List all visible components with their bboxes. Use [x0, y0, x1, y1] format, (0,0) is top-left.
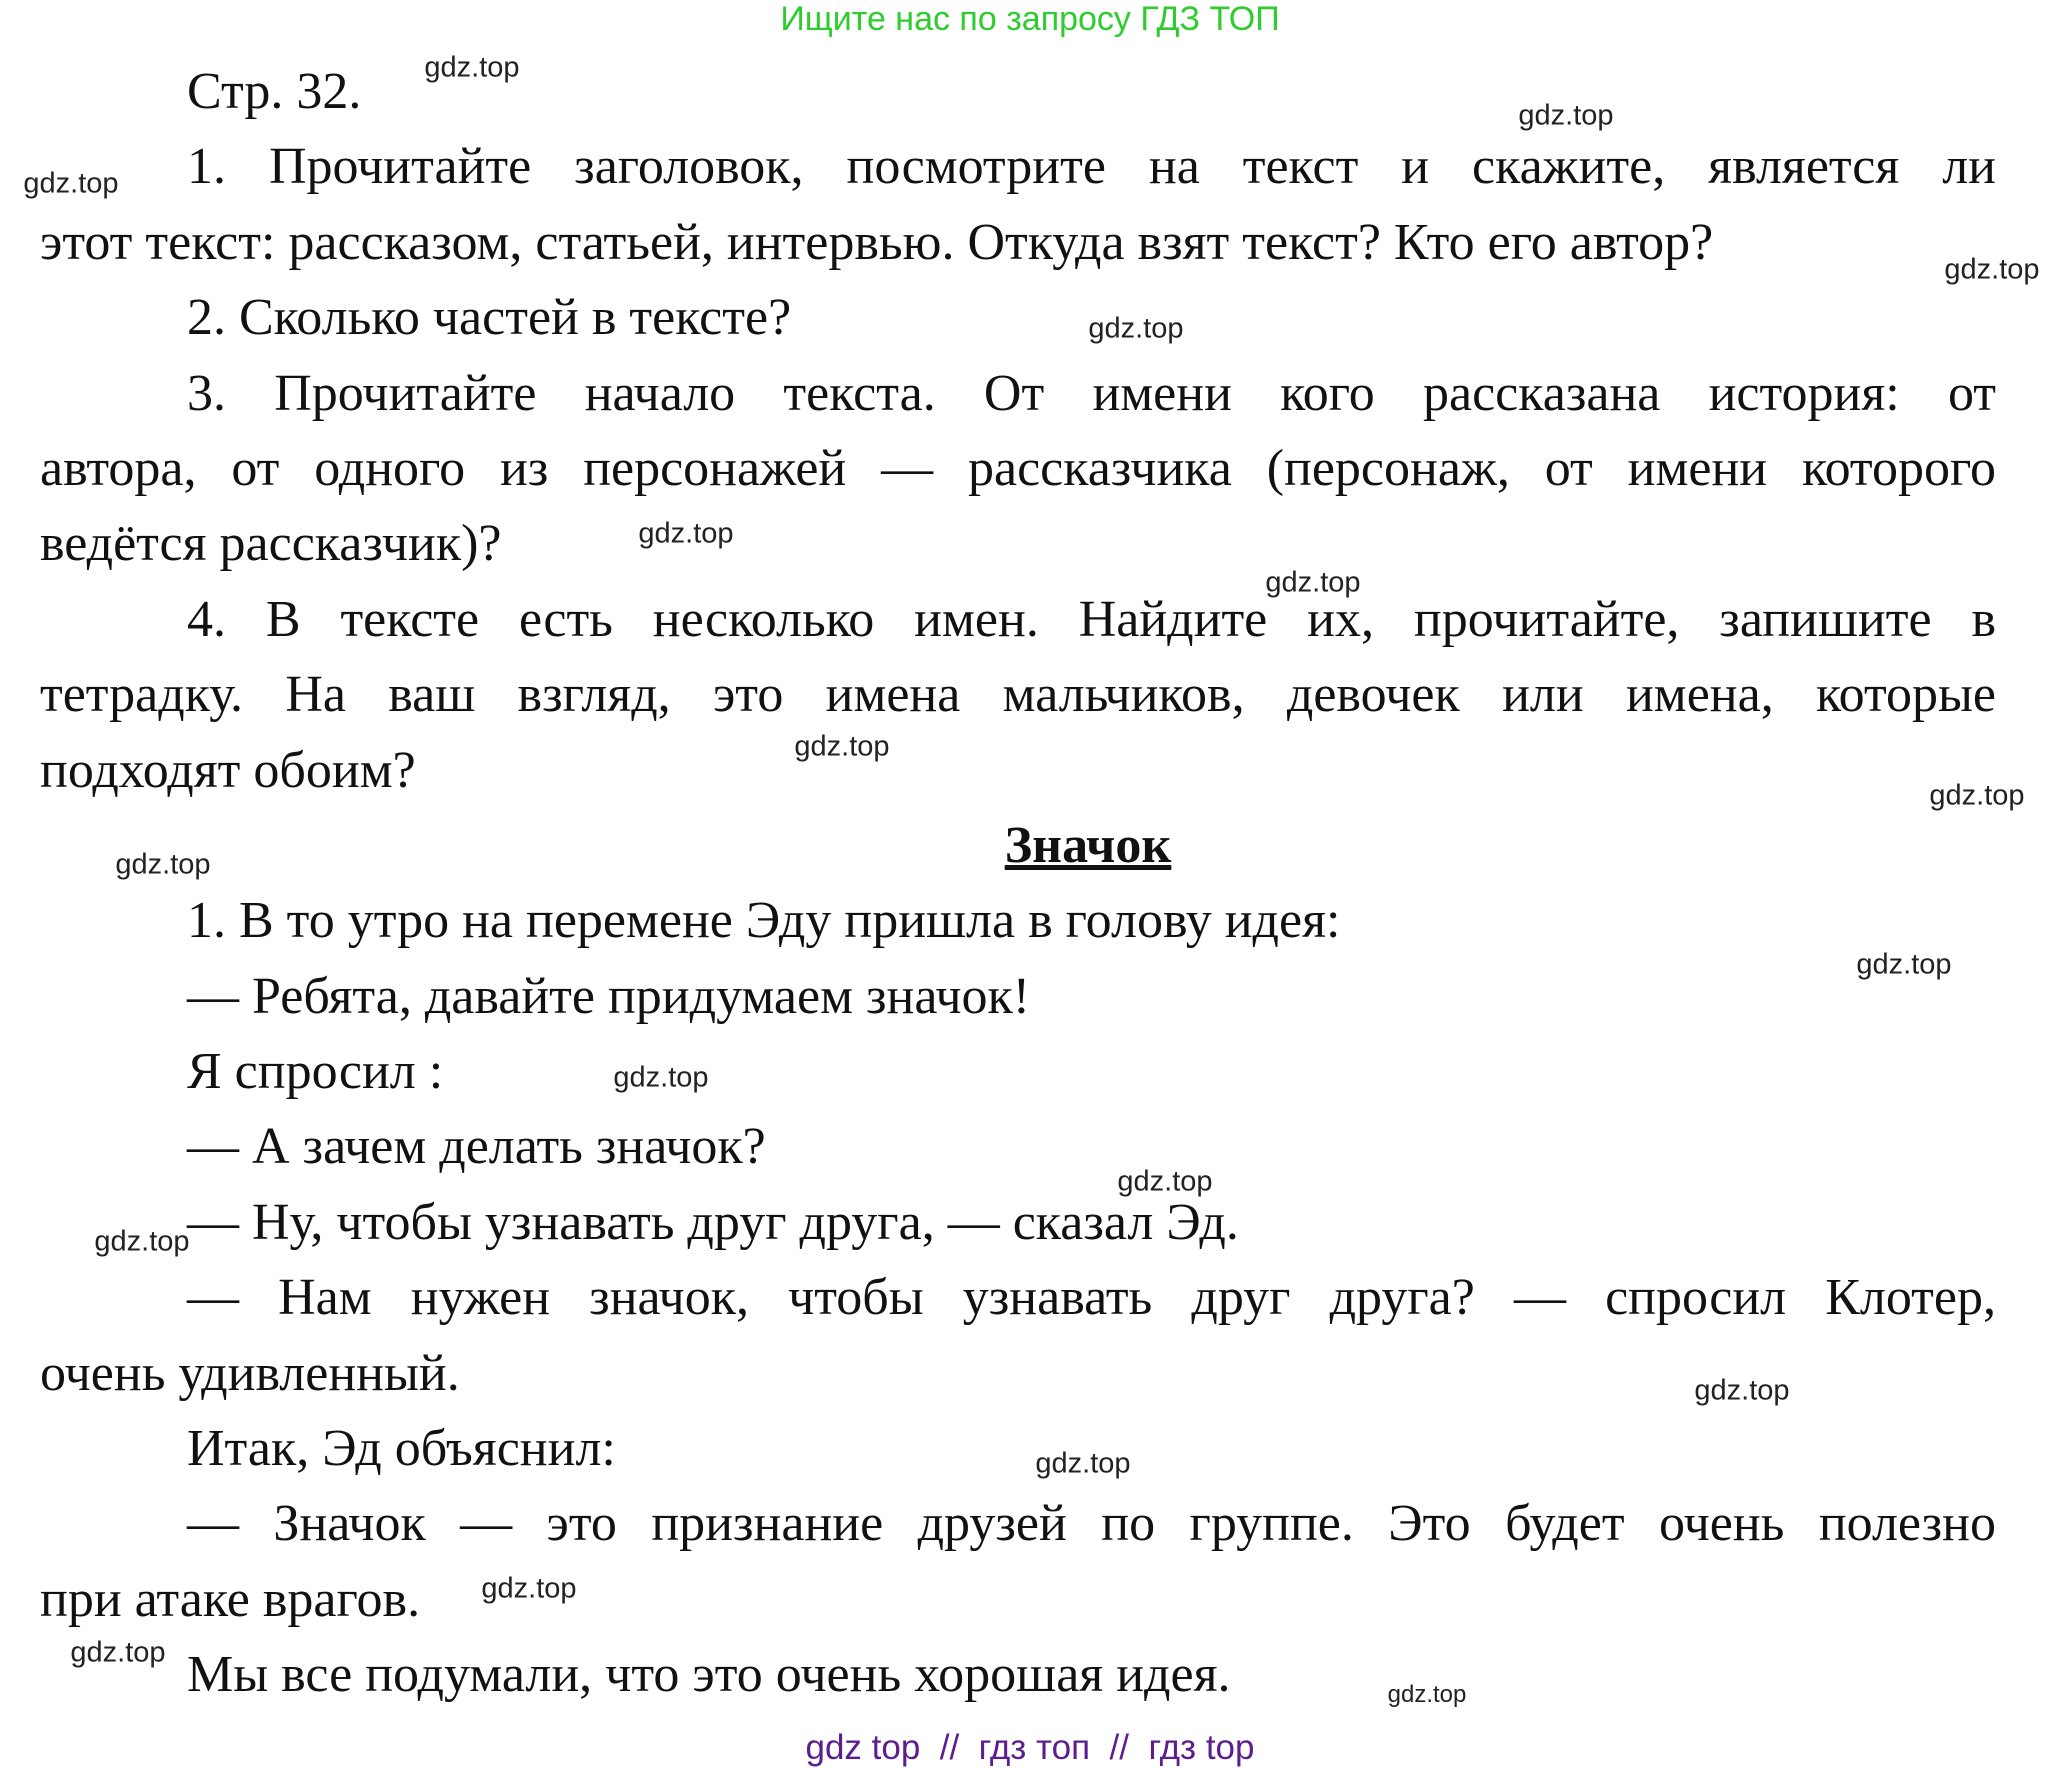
- watermark: gdz.top: [1117, 1165, 1213, 1198]
- watermark: gdz.top: [1265, 566, 1361, 599]
- story-title: Значок: [1004, 816, 1172, 874]
- watermark: gdz.top: [23, 167, 119, 200]
- question-2: 2. Сколько частей в тексте?: [187, 289, 792, 347]
- watermark: gdz.top: [1088, 312, 1184, 345]
- watermark: gdz.top: [1929, 779, 2025, 812]
- question-3-line-2: автора, от одного из персонажей — рассказчика (персонаж, от имени которого: [40, 439, 1996, 497]
- story-line: при атаке врагов.: [40, 1570, 421, 1628]
- story-line: — Ну, чтобы узнавать друг друга, — сказал Эд.: [187, 1193, 1239, 1251]
- story-line: — Ребята, давайте придумаем значок!: [187, 967, 1031, 1025]
- watermark: gdz.top: [481, 1572, 577, 1605]
- watermark: gdz.top: [794, 730, 890, 763]
- question-1-line-2: этот текст: рассказом, статьей, интервью. Откуда взят текст? Кто его автор?: [40, 213, 1714, 271]
- story-line: Итак, Эд объяснил:: [187, 1420, 616, 1478]
- watermark: gdz.top: [1694, 1374, 1790, 1407]
- watermark: gdz.top: [94, 1225, 190, 1258]
- search-hint-banner: Ищите нас по запросу ГДЗ ТОП: [780, 0, 1280, 38]
- story-line: очень удивленный.: [40, 1344, 460, 1402]
- watermark: gdz.top: [70, 1636, 166, 1669]
- watermark: gdz.top: [1518, 99, 1614, 132]
- story-line: 1. В то утро на перемене Эду пришла в голову идея:: [187, 892, 1341, 950]
- question-3-line-1: 3. Прочитайте начало текста. От имени кого рассказана история: от: [187, 364, 1996, 422]
- footer-watermark-links: gdz top // гдз топ // гдз top: [805, 1728, 1255, 1767]
- watermark: gdz.top: [115, 848, 211, 881]
- watermark: gdz.top: [1944, 253, 2040, 286]
- question-3-line-3: ведётся рассказчик)?: [40, 515, 502, 573]
- watermark: gdz.top: [1387, 1681, 1467, 1708]
- question-4-line-3: подходят обоим?: [40, 741, 416, 799]
- story-line: — А зачем делать значок?: [187, 1118, 766, 1176]
- watermark: gdz.top: [424, 51, 520, 84]
- document-body: [40, 51, 1996, 1713]
- watermark: gdz.top: [1856, 948, 1952, 981]
- story-line: Мы все подумали, что это очень хорошая идея.: [187, 1646, 1231, 1704]
- page-number-heading: Стр. 32.: [187, 63, 362, 120]
- story-line: — Нам нужен значок, чтобы узнавать друг друга? — спросил Клотер,: [187, 1269, 1996, 1327]
- watermark: gdz.top: [613, 1061, 709, 1094]
- question-1-line-1: 1. Прочитайте заголовок, посмотрите на текст и скажите, является ли: [187, 138, 1996, 196]
- question-4-line-1: 4. В тексте есть несколько имен. Найдите их, прочитайте, запишите в: [187, 590, 1996, 648]
- question-4-line-2: тетрадку. На ваш взгляд, это имена мальчиков, девочек или имена, которые: [40, 666, 1996, 724]
- watermark: gdz.top: [638, 517, 734, 550]
- story-line: — Значок — это признание друзей по группе. Это будет очень полезно: [187, 1495, 1996, 1553]
- watermark: gdz.top: [1035, 1447, 1131, 1480]
- story-line: Я спросил :: [187, 1043, 444, 1101]
